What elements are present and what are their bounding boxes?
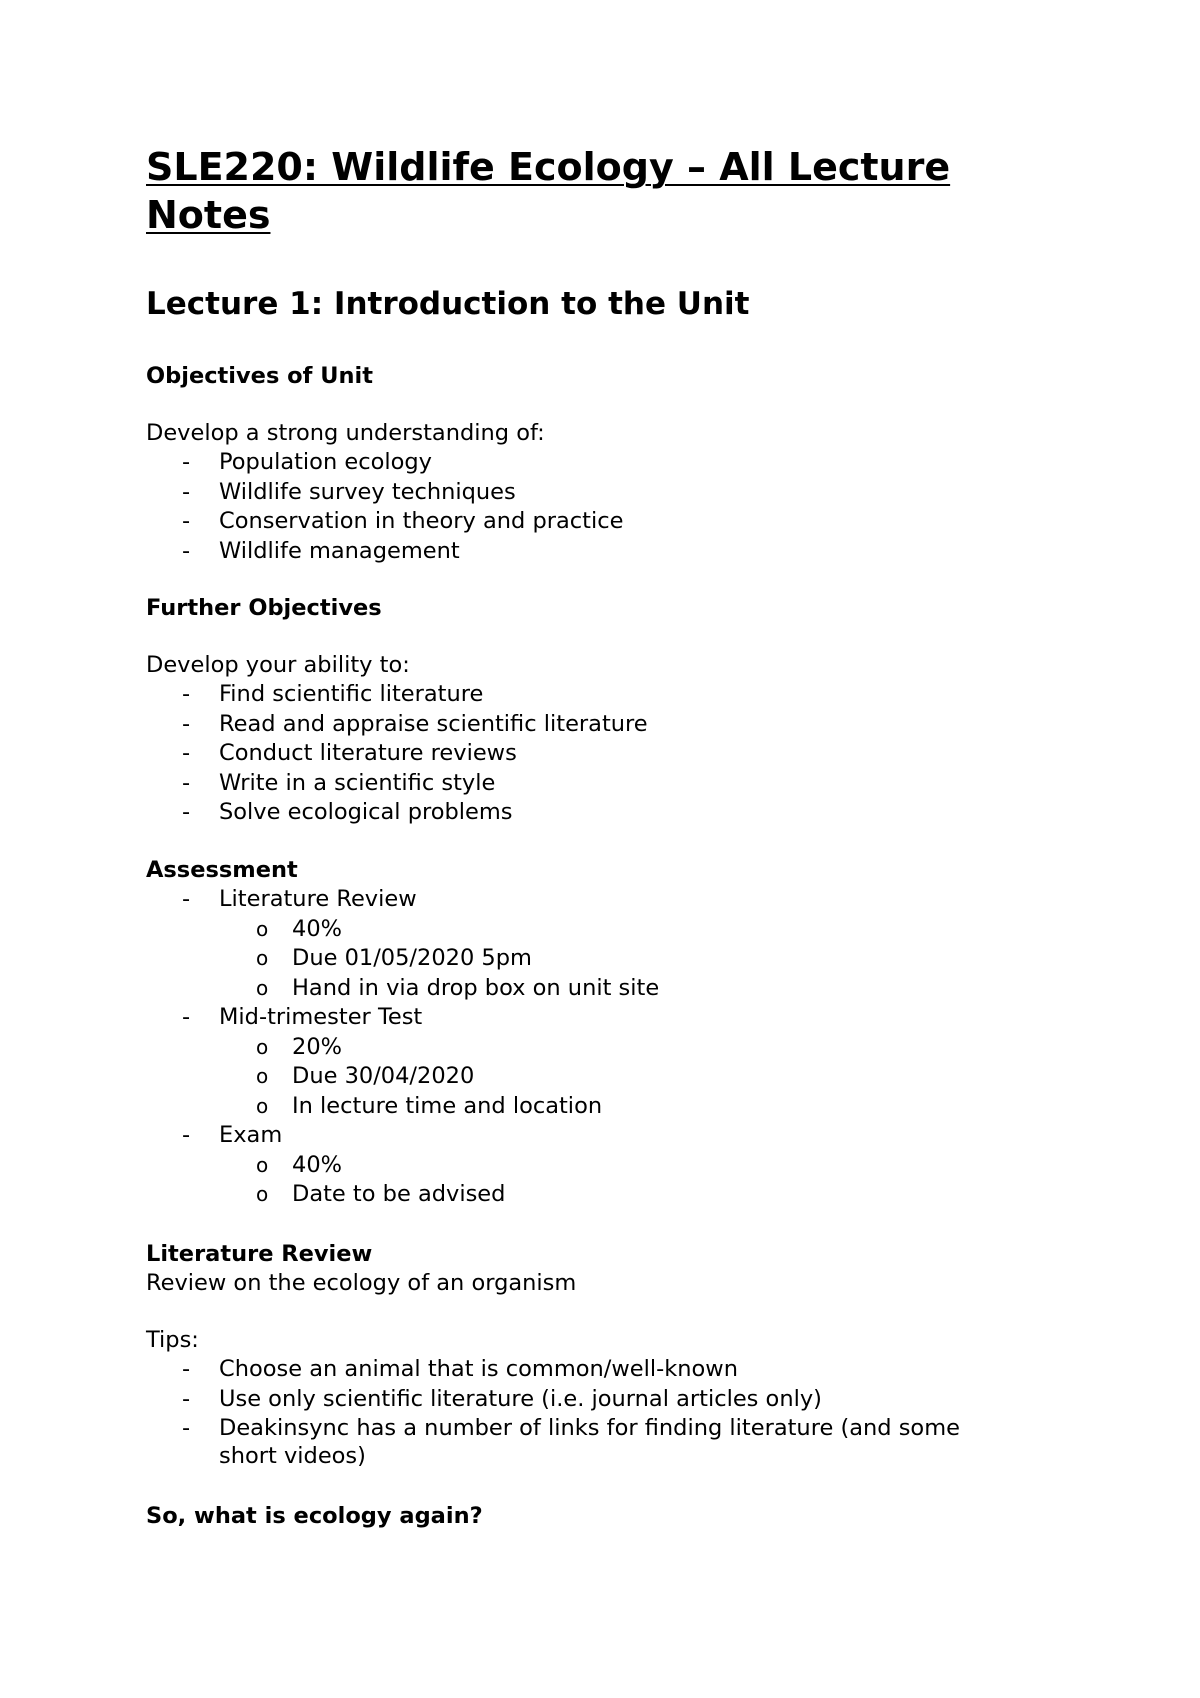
dash-bullet: -: [182, 508, 191, 534]
list-item: - Literature Review: [146, 885, 1046, 915]
list-item: - Solve ecological problems: [146, 798, 1046, 828]
assessment-sublist: [146, 1151, 1046, 1210]
sub-list-item: o In lecture time and location: [146, 1092, 1046, 1122]
assessment-sublist: [146, 915, 1046, 1004]
list-item: - Find scientific literature: [146, 680, 1046, 710]
tips-list: [146, 1355, 1046, 1470]
dash-bullet: -: [182, 537, 191, 564]
list-item: - Use only scientific literature (i.e. journal articles only): [146, 1385, 1046, 1415]
list-item: - Population ecology: [146, 448, 1046, 478]
dash-bullet: -: [182, 769, 191, 796]
list-item: - Conservation in theory and practice: [146, 507, 1046, 537]
circle-bullet: o: [256, 1182, 269, 1206]
circle-bullet: o: [256, 1152, 269, 1177]
sub-list-item: o 40%: [146, 1151, 1046, 1181]
list-item: - Wildlife management: [146, 537, 1046, 567]
list-item: - Deakinsync has a number of links for finding literature (and some short videos): [182, 1415, 960, 1469]
dash-bullet: -: [182, 478, 191, 505]
dash-bullet: -: [182, 799, 191, 825]
list-item: - Write in a scientific style: [146, 769, 1046, 799]
section-heading: Literature Review: [146, 1241, 373, 1267]
ecology-section: [146, 1502, 1046, 1531]
section-intro: Develop a strong understanding of:: [146, 420, 545, 446]
dash-bullet: -: [182, 681, 191, 707]
section-heading: Assessment: [146, 857, 298, 883]
further-objectives-section: [146, 594, 1046, 623]
assessment-list: [146, 1003, 1046, 1033]
assessment-list: [146, 1121, 1046, 1151]
dash-bullet: -: [182, 1122, 191, 1148]
section-heading: So, what is ecology again?: [146, 1503, 483, 1529]
dash-bullet: -: [182, 1004, 191, 1030]
literature-review-section: [146, 1240, 1046, 1298]
objectives-list: [146, 448, 1046, 566]
sub-list-item: o Date to be advised: [146, 1180, 1046, 1210]
dash-bullet: -: [182, 449, 191, 475]
tips-label: Tips:: [146, 1327, 199, 1353]
dash-bullet: -: [182, 1415, 191, 1441]
assessment-list: [146, 885, 1046, 915]
further-objectives-list-block: [146, 651, 1046, 828]
list-item: - Mid-trimester Test: [146, 1003, 1046, 1033]
sub-list-item: o 20%: [146, 1033, 1046, 1063]
section-heading: Further Objectives: [146, 595, 382, 621]
dash-bullet: -: [182, 1385, 191, 1412]
section-description: Review on the ecology of an organism: [146, 1270, 577, 1296]
section-intro: Develop your ability to:: [146, 652, 410, 678]
tips-block: [146, 1326, 1046, 1470]
dash-bullet: -: [182, 1356, 191, 1382]
list-item: - Choose an animal that is common/well-known: [146, 1355, 1046, 1385]
list-item: - Conduct literature reviews: [146, 739, 1046, 769]
circle-bullet: o: [256, 975, 269, 1000]
list-item: - Read and appraise scientific literature: [146, 710, 1046, 740]
sub-list-item: o Due 01/05/2020 5pm: [146, 944, 1046, 974]
section-heading: Objectives of Unit: [146, 363, 373, 389]
circle-bullet: o: [256, 946, 269, 970]
circle-bullet: o: [256, 1093, 269, 1118]
circle-bullet: o: [256, 916, 269, 941]
lecture-heading: Lecture 1: Introduction to the Unit: [146, 286, 750, 322]
document-title: SLE220: Wildlife Ecology – All Lecture Notes: [146, 145, 951, 237]
circle-bullet: o: [256, 1064, 269, 1088]
assessment-sublist: [146, 1033, 1046, 1122]
dash-bullet: -: [182, 710, 191, 737]
sub-list-item: o Hand in via drop box on unit site: [146, 974, 1046, 1004]
objectives-section: [146, 362, 1046, 391]
dash-bullet: -: [182, 740, 191, 766]
list-item: - Exam: [146, 1121, 1046, 1151]
sub-list-item: o 40%: [146, 915, 1046, 945]
dash-bullet: -: [182, 886, 191, 912]
list-item: - Wildlife survey techniques: [146, 478, 1046, 508]
objectives-list-block: [146, 419, 1046, 566]
sub-list-item: o Due 30/04/2020: [146, 1062, 1046, 1092]
assessment-section: [146, 856, 1046, 1210]
further-objectives-list: [146, 680, 1046, 828]
circle-bullet: o: [256, 1034, 269, 1059]
